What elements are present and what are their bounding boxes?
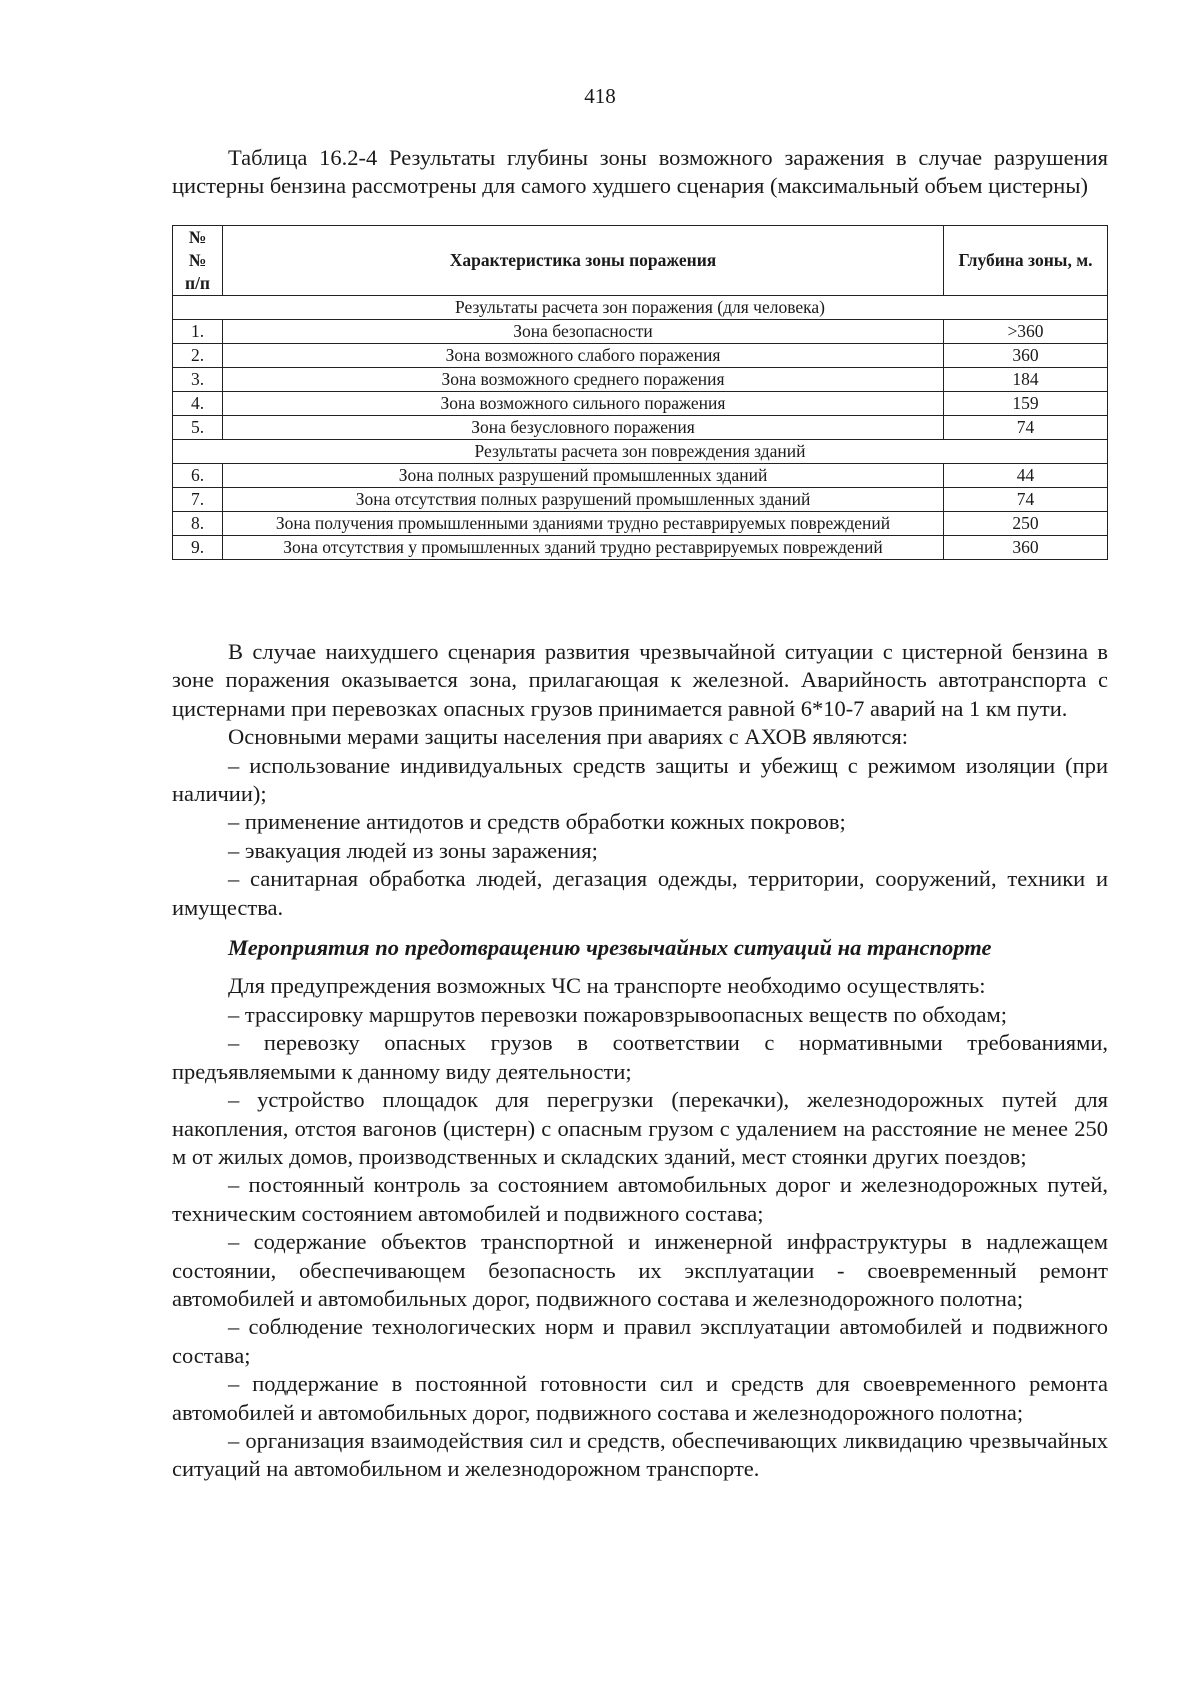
paragraph-worst-case: В случае наихудшего сценария развития чрезвычайной ситуации с цистерной бензина в зоне поражения оказывается зона, прилагающая к железной. Аварийность автотранспорта с цистернами при перевозках опасных грузов принимается равной 6*10-7 аварий на 1 км пути.	[172, 639, 1108, 721]
list-item: – поддержание в постоянной готовности сил и средств для своевременного ремонта автомобилей и автомобильных дорог, подвижного состава и железнодорожного полотна;	[172, 1371, 1108, 1425]
row-number: 6.	[173, 464, 223, 488]
row-zone-name: Зона возможного сильного поражения	[223, 392, 944, 416]
group-row-buildings	[173, 440, 1108, 464]
row-depth: 184	[944, 368, 1108, 392]
header-characteristic: Характеристика зоны поражения	[223, 226, 944, 296]
list-item: – устройство площадок для перегрузки (перекачки), железнодорожных путей для накопления, отстоя вагонов (цистерн) с опасным грузом с удалением на расстояние не менее 250 м от жилых домов, производственных и складских зданий, мест стоянки других поездов;	[172, 1087, 1108, 1169]
row-zone-name: Зона получения промышленными зданиями трудно реставрируемых повреждений	[223, 512, 944, 536]
table-row	[173, 488, 1108, 512]
row-number: 4.	[173, 392, 223, 416]
list-item: – перевозку опасных грузов в соответствии с нормативными требованиями, предъявляемыми к данному виду деятельности;	[172, 1030, 1108, 1084]
row-depth: >360	[944, 320, 1108, 344]
row-depth: 360	[944, 344, 1108, 368]
list-item: – санитарная обработка людей, дегазация одежды, территории, сооружений, техники и имущества.	[172, 866, 1108, 920]
list-item: – соблюдение технологических норм и правил эксплуатации автомобилей и подвижного состава;	[172, 1314, 1108, 1368]
table-row	[173, 536, 1108, 560]
list-item: – постоянный контроль за состоянием автомобильных дорог и железнодорожных путей, техническим состоянием автомобилей и подвижного состава;	[172, 1172, 1108, 1226]
table-row	[173, 320, 1108, 344]
list-item: – организация взаимодействия сил и средств, обеспечивающих ликвидацию чрезвычайных ситуаций на автомобильном и железнодорожном транспорте.	[172, 1427, 1108, 1482]
row-depth: 159	[944, 392, 1108, 416]
row-zone-name: Зона безусловного поражения	[223, 416, 944, 440]
page-number: 418	[584, 84, 616, 108]
table-header-row	[173, 226, 1108, 296]
list-item: – содержание объектов транспортной и инженерной инфраструктуры в надлежащем состоянии, обеспечивающем безопасность их эксплуатации - своевременный ремонт автомобилей и автомобильных дорог, подвижного состава и железнодорожного полотна;	[172, 1229, 1108, 1311]
group-row-people	[173, 296, 1108, 320]
list-item: – трассировку маршрутов перевозки пожаровзрывоопасных веществ по обходам;	[228, 1001, 1007, 1027]
row-zone-name: Зона полных разрушений промышленных зданий	[223, 464, 944, 488]
row-number: 1.	[173, 320, 223, 344]
row-number: 9.	[173, 536, 223, 560]
list-item: – эвакуация людей из зоны заражения;	[228, 837, 598, 863]
header-depth: Глубина зоны, м.	[944, 226, 1108, 296]
row-number: 5.	[173, 416, 223, 440]
row-zone-name: Зона безопасности	[223, 320, 944, 344]
row-number: 7.	[173, 488, 223, 512]
row-zone-name: Зона возможного среднего поражения	[223, 368, 944, 392]
row-number: 8.	[173, 512, 223, 536]
table-caption: Таблица 16.2-4 Результаты глубины зоны возможного заражения в случае разрушения цистерны бензина рассмотрены для самого худшего сценария (максимальный объем цистерны)	[172, 145, 1108, 198]
list-item: – применение антидотов и средств обработки кожных покровов;	[228, 809, 846, 835]
paragraph-prevention-intro: Для предупреждения возможных ЧС на транспорте необходимо осуществлять:	[228, 973, 986, 999]
group-label: Результаты расчета зон поражения (для человека)	[173, 296, 1108, 320]
table-row	[173, 464, 1108, 488]
table-row	[173, 416, 1108, 440]
header-number-line2: №	[188, 250, 207, 270]
group-label: Результаты расчета зон повреждения зданий	[173, 440, 1108, 464]
table-row	[173, 392, 1108, 416]
row-depth: 250	[944, 512, 1108, 536]
section-heading: Мероприятия по предотвращению чрезвычайных ситуаций на транспорте	[228, 935, 992, 961]
header-number	[173, 226, 223, 296]
row-number: 3.	[173, 368, 223, 392]
table-row	[173, 512, 1108, 536]
body-text	[172, 638, 1108, 1484]
row-depth: 74	[944, 488, 1108, 512]
row-zone-name: Зона отсутствия у промышленных зданий трудно реставрируемых повреждений	[223, 536, 944, 560]
list-item: – использование индивидуальных средств защиты и убежищ с режимом изоляции (при наличии);	[172, 752, 1108, 807]
table-row	[173, 344, 1108, 368]
paragraph-protection-measures: Основными мерами защиты населения при авариях с АХОВ являются:	[228, 724, 909, 750]
row-zone-name: Зона отсутствия полных разрушений промышленных зданий	[223, 488, 944, 512]
row-depth: 74	[944, 416, 1108, 440]
row-number: 2.	[173, 344, 223, 368]
row-depth: 360	[944, 536, 1108, 560]
row-zone-name: Зона возможного слабого поражения	[223, 344, 944, 368]
table-row	[173, 368, 1108, 392]
row-depth: 44	[944, 464, 1108, 488]
results-table	[172, 225, 1108, 560]
header-number-line1: №	[188, 227, 207, 247]
results-table-container	[172, 225, 1108, 560]
header-number-line3: п/п	[184, 273, 211, 293]
